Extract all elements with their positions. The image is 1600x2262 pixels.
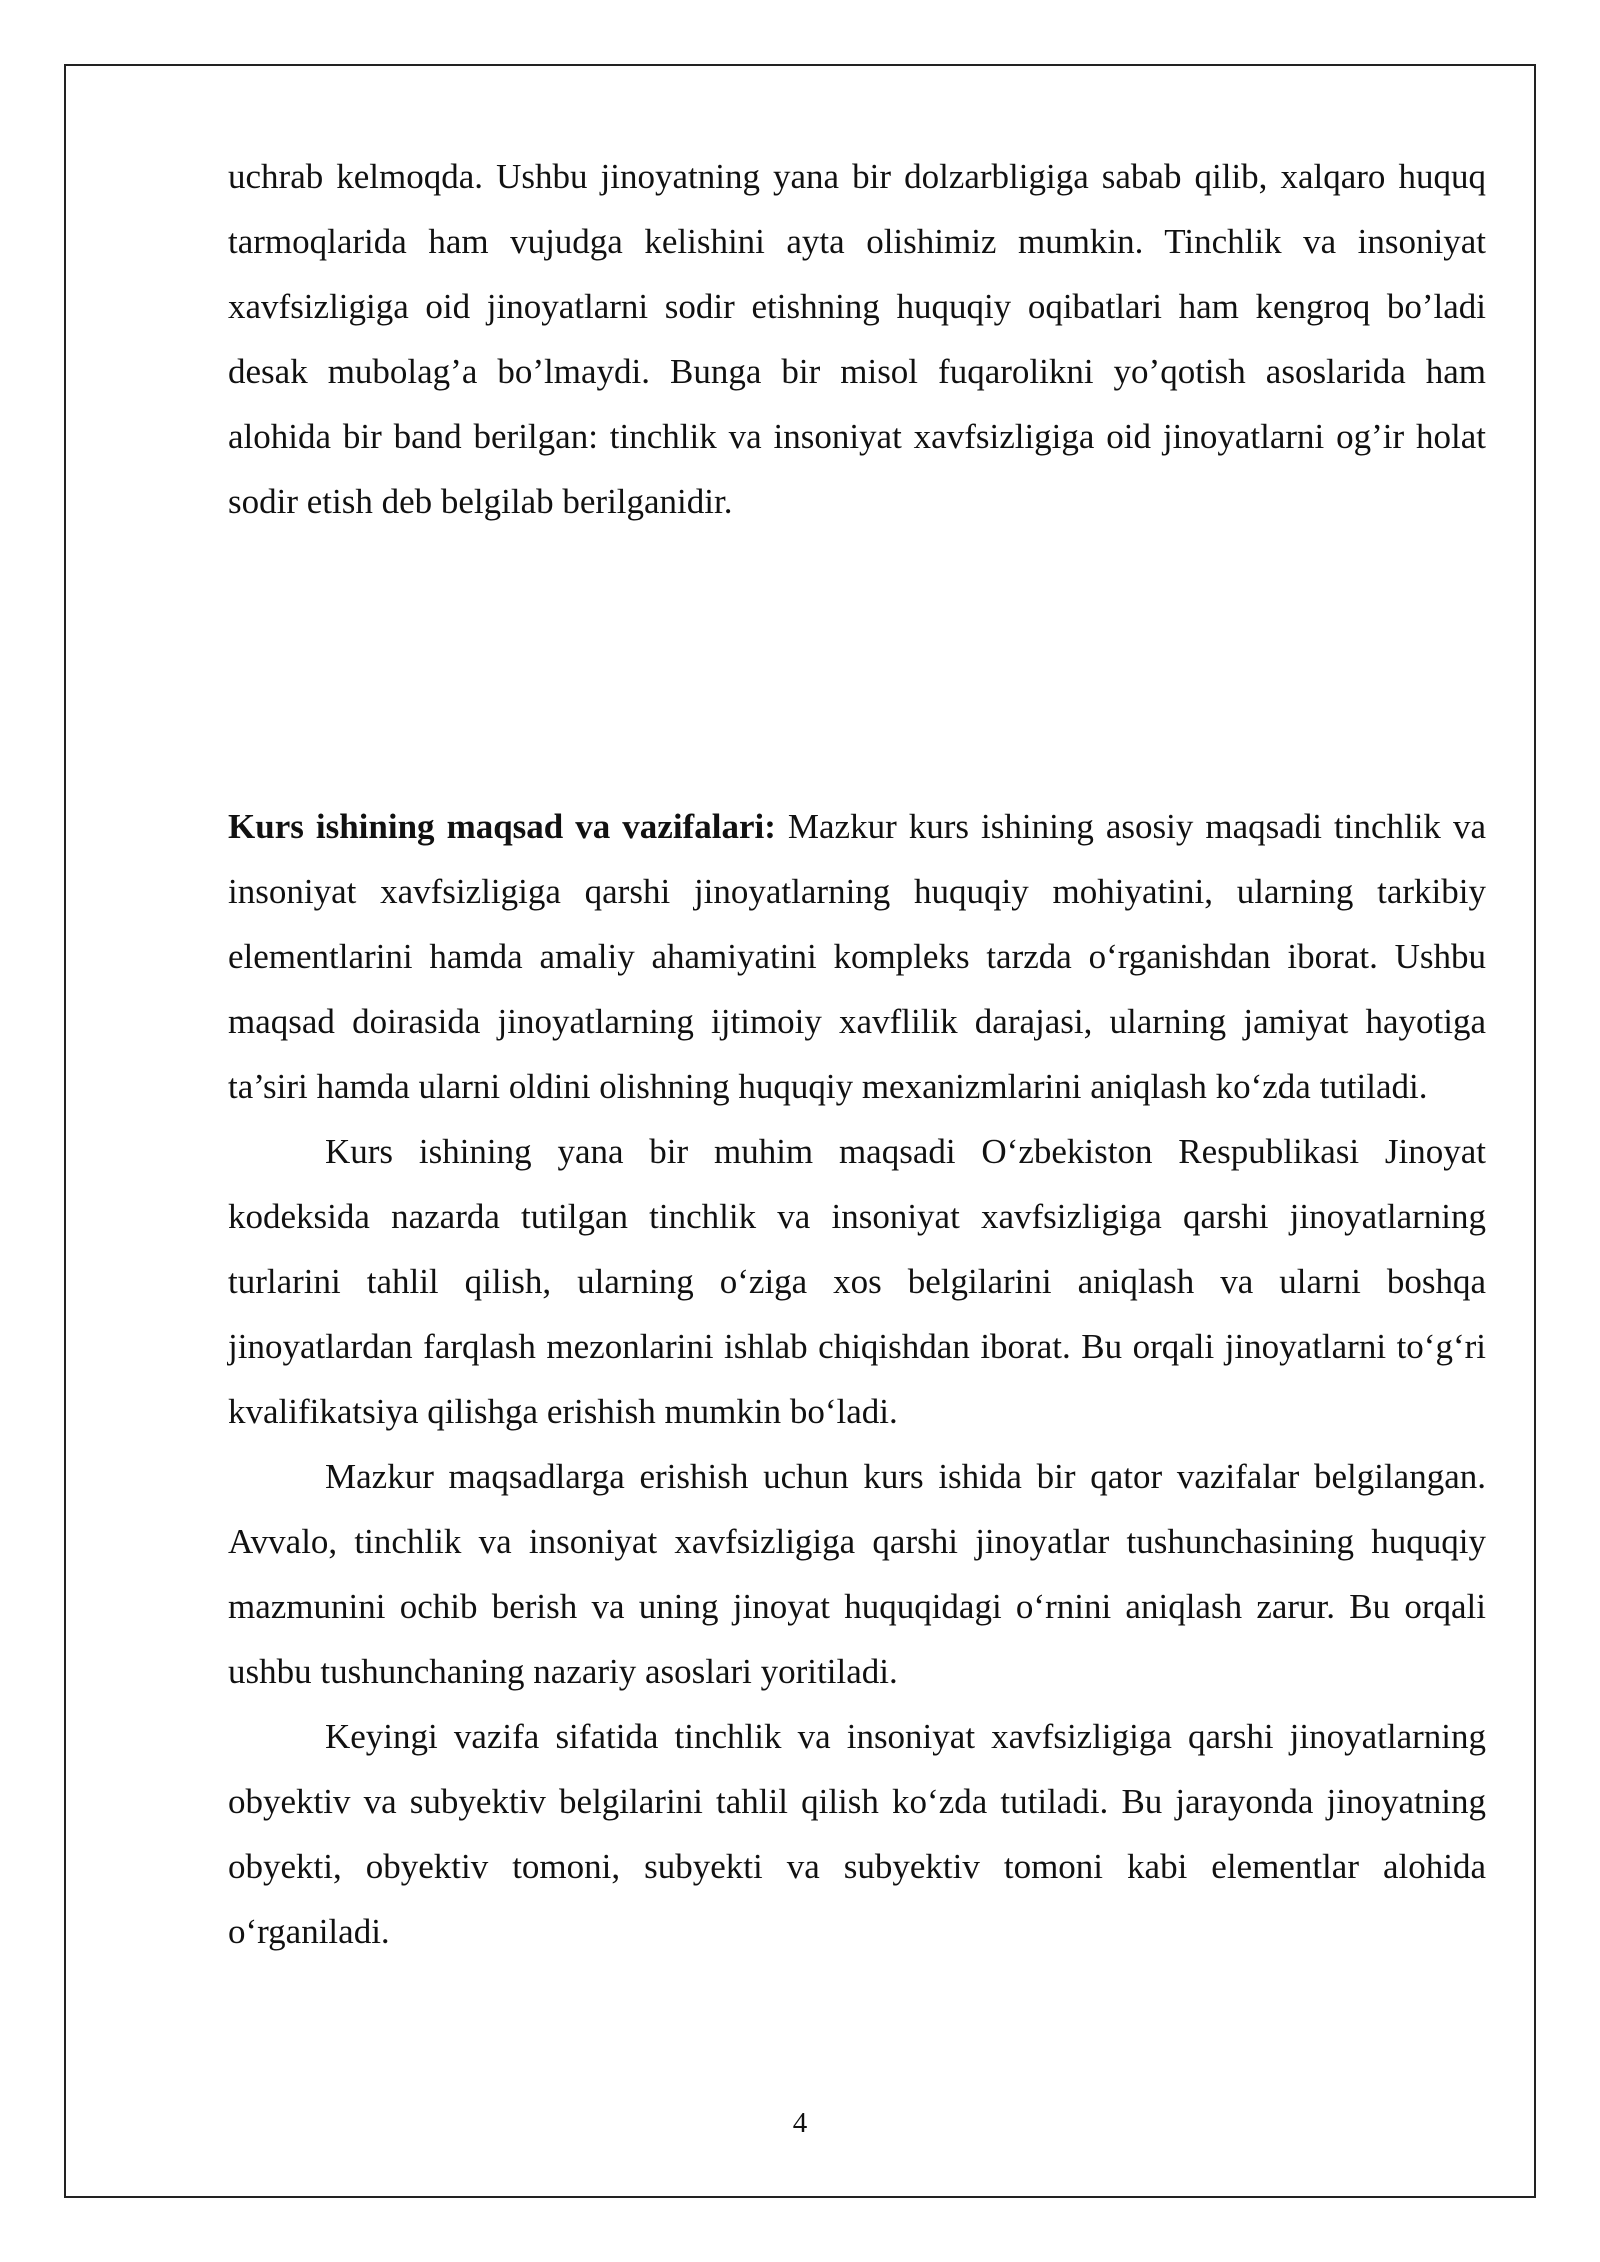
intro-paragraph: uchrab kelmoqda. Ushbu jinoyatning yana bir dolzarbligiga sabab qilib, xalqaro huquq tarmoqlarida ham vujudga kelishini ayta olishimiz mumkin. Tinchlik va insoniyat xavfsizligiga oid jinoyatlarni sodir etishning huquqiy oqibatlari ham kengroq bo’ladi desak mubolag’a bo’lmaydi. Bunga bir misol fuqarolikni yo’qotish asoslarida ham alohida bir band berilgan: tinchlik va insoniyat xavfsizligiga oid jinoyatlarni og’ir holat sodir etish deb belgilab berilganidir. bbox=[228, 157, 1486, 521]
section-paragraph bbox=[228, 794, 1486, 1119]
page-number: 4 bbox=[792, 2107, 808, 2139]
body-paragraph: Keyingi vazifa sifatida tinchlik va insoniyat xavfsizligiga qarshi jinoyatlarning obyektiv va subyektiv belgilarini tahlil qilish ko‘zda tutiladi. Bu jarayonda jinoyatning obyekti, obyektiv tomoni, subyekti va subyektiv tomoni kabi elementlar alohida o‘rganiladi. bbox=[228, 1717, 1486, 1951]
body-paragraph: Kurs ishining yana bir muhim maqsadi O‘zbekiston Respublikasi Jinoyat kodeksida nazarda tutilgan tinchlik va insoniyat xavfsizligiga qarshi jinoyatlarning turlarini tahlil qilish, ularning o‘ziga xos belgilarini aniqlash va ularni boshqa jinoyatlardan farqlash mezonlarini ishlab chiqishdan iborat. Bu orqali jinoyatlarni to‘g‘ri kvalifikatsiya qilishga erishish mumkin bo‘ladi. bbox=[228, 1132, 1486, 1431]
section-lead-text: Mazkur kurs ishining asosiy maqsadi tinchlik va insoniyat xavfsizligiga qarshi jinoyatlarning huquqiy mohiyatini, ularning tarkibiy elementlarini hamda amaliy ahamiyatini kompleks tarzda o‘rganishdan iborat. Ushbu maqsad doirasida jinoyatlarning ijtimoiy xavflilik darajasi, ularning jamiyat hayotiga ta’siri hamda ularni oldini olishning huquqiy mexanizmlarini aniqlash ko‘zda tutiladi. bbox=[228, 807, 1486, 1106]
section-heading: Kurs ishining maqsad va vazifalari: bbox=[228, 807, 776, 846]
page-body bbox=[228, 144, 1486, 1964]
section-spacer bbox=[228, 534, 1486, 794]
body-paragraph: Mazkur maqsadlarga erishish uchun kurs ishida bir qator vazifalar belgilangan. Avvalo, tinchlik va insoniyat xavfsizligiga qarshi jinoyatlar tushunchasining huquqiy mazmunini ochib berish va uning jinoyat huquqidagi o‘rnini aniqlash zarur. Bu orqali ushbu tushunchaning nazariy asoslari yoritiladi. bbox=[228, 1457, 1486, 1691]
